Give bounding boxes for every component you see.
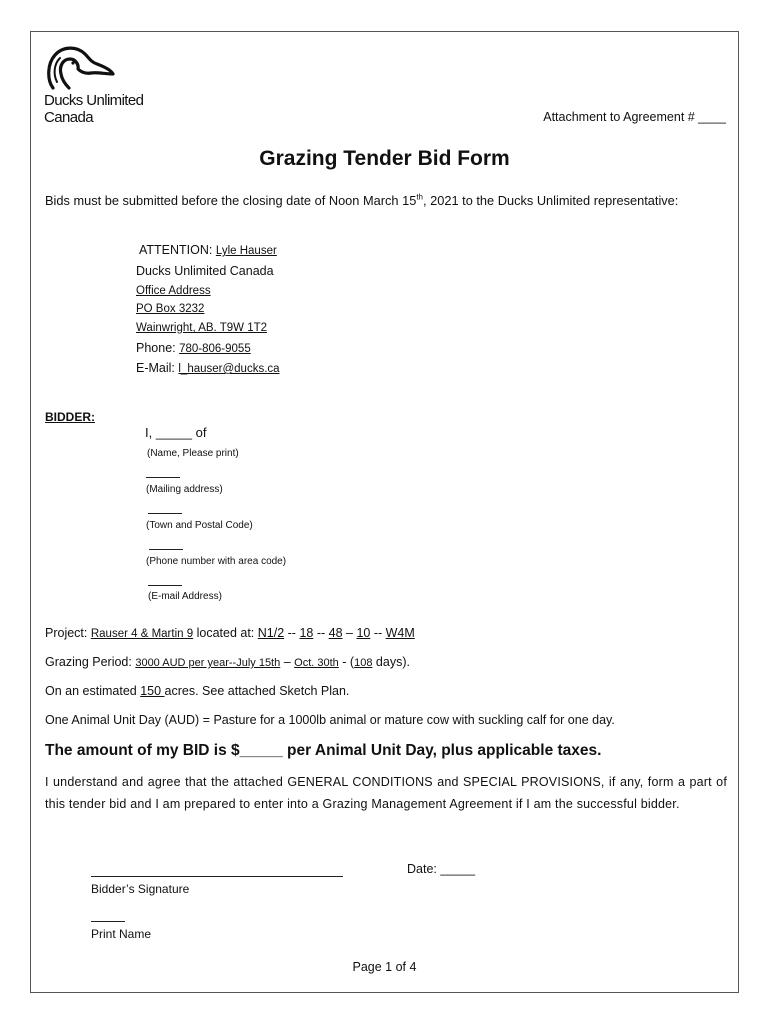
acres-value: 150 xyxy=(140,684,165,698)
bid-statement: The amount of my BID is $_____ per Animal Unit Day, plus applicable taxes. xyxy=(45,742,602,759)
project-sep-2: -- xyxy=(313,626,329,640)
project-line xyxy=(45,626,415,640)
email-field-line[interactable] xyxy=(148,585,182,586)
project-sep-4: -- xyxy=(370,626,386,640)
address-org: Ducks Unlimited Canada xyxy=(136,264,274,278)
email-label: E-Mail: xyxy=(136,361,179,375)
attachment-label: Attachment to Agreement # ____ xyxy=(543,110,726,124)
attention-label: ATTENTION: xyxy=(139,243,216,257)
email-link[interactable]: l_hauser@ducks.ca xyxy=(178,363,280,375)
address-po-box: PO Box 3232 xyxy=(136,303,205,315)
bidder-name-line[interactable]: I, _____ of xyxy=(145,425,207,440)
mailing-caption: (Mailing address) xyxy=(146,484,223,495)
project-sep-1: -- xyxy=(284,626,300,640)
project-part-2: 18 xyxy=(299,626,314,640)
phone-label: Phone: xyxy=(136,341,180,355)
town-field-line[interactable] xyxy=(148,513,182,514)
project-part-3: 48 xyxy=(328,626,343,640)
town-caption: (Town and Postal Code) xyxy=(146,520,253,531)
acres-before: On an estimated xyxy=(45,684,141,698)
date-field[interactable]: Date: _____ xyxy=(407,862,476,876)
phone-line xyxy=(136,341,251,355)
project-label: Project: xyxy=(45,626,91,640)
document-page xyxy=(30,31,739,993)
name-caption: (Name, Please print) xyxy=(147,448,239,459)
project-part-1: N1/2 xyxy=(257,626,285,640)
address-city: Wainwright, AB. T9W 1T2 xyxy=(136,322,268,334)
project-name: Rauser 4 & Martin 9 xyxy=(90,628,194,640)
intro-superscript: th xyxy=(416,192,423,202)
phone-field-line[interactable] xyxy=(149,549,183,550)
address-office: Office Address xyxy=(136,285,211,297)
bidder-heading: BIDDER: xyxy=(45,410,95,424)
mailing-field-line[interactable] xyxy=(146,477,180,478)
page-title: Grazing Tender Bid Form xyxy=(259,147,510,170)
agreement-paragraph: I understand and agree that the attached GENERAL CONDITIONS and SPECIAL PROVISIONS, if any, form a part of this tender bid and I am prepared to enter into a Grazing Management Agreement if I am the successful bidder. xyxy=(45,775,727,811)
grazing-end: Oct. 30th xyxy=(294,657,339,669)
project-located: located at: xyxy=(193,626,258,640)
project-sep-3: – xyxy=(342,626,357,640)
phone-caption: (Phone number with area code) xyxy=(146,556,287,567)
grazing-close: days). xyxy=(372,655,410,669)
intro-text-before: Bids must be submitted before the closing date of Noon March 15 xyxy=(45,193,417,208)
print-name-line[interactable] xyxy=(91,921,125,922)
print-name-caption: Print Name xyxy=(91,927,152,941)
aud-definition: One Animal Unit Day (AUD) = Pasture for a 1000lb animal or mature cow with suckling calf for one day. xyxy=(45,713,615,727)
page-number: Page 1 of 4 xyxy=(352,960,417,974)
phone-number: 780-806-9055 xyxy=(179,343,251,355)
logo xyxy=(43,42,193,126)
grazing-mid: - ( xyxy=(338,655,355,669)
intro-text-after: , 2021 to the Ducks Unlimited representative: xyxy=(423,193,679,208)
acres-after: acres. See attached Sketch Plan. xyxy=(164,684,350,698)
signature-caption: Bidder’s Signature xyxy=(91,882,190,896)
project-part-5: W4M xyxy=(385,626,415,640)
duck-head-icon xyxy=(45,42,115,92)
grazing-dash: – xyxy=(280,655,295,669)
logo-text: Ducks Unlimited Canada xyxy=(44,92,144,126)
grazing-start: 3000 AUD per year--July 15th xyxy=(135,657,281,669)
acres-line xyxy=(45,684,349,698)
attention-line xyxy=(136,243,277,257)
email-caption: (E-mail Address) xyxy=(148,591,222,602)
signature-line[interactable] xyxy=(91,876,343,877)
grazing-days: 108 xyxy=(354,657,373,669)
grazing-period-line xyxy=(45,655,410,669)
grazing-label: Grazing Period: xyxy=(45,655,136,669)
project-part-4: 10 xyxy=(356,626,371,640)
email-line xyxy=(136,361,280,375)
intro-paragraph xyxy=(45,190,725,212)
attention-name: Lyle Hauser xyxy=(215,245,277,257)
